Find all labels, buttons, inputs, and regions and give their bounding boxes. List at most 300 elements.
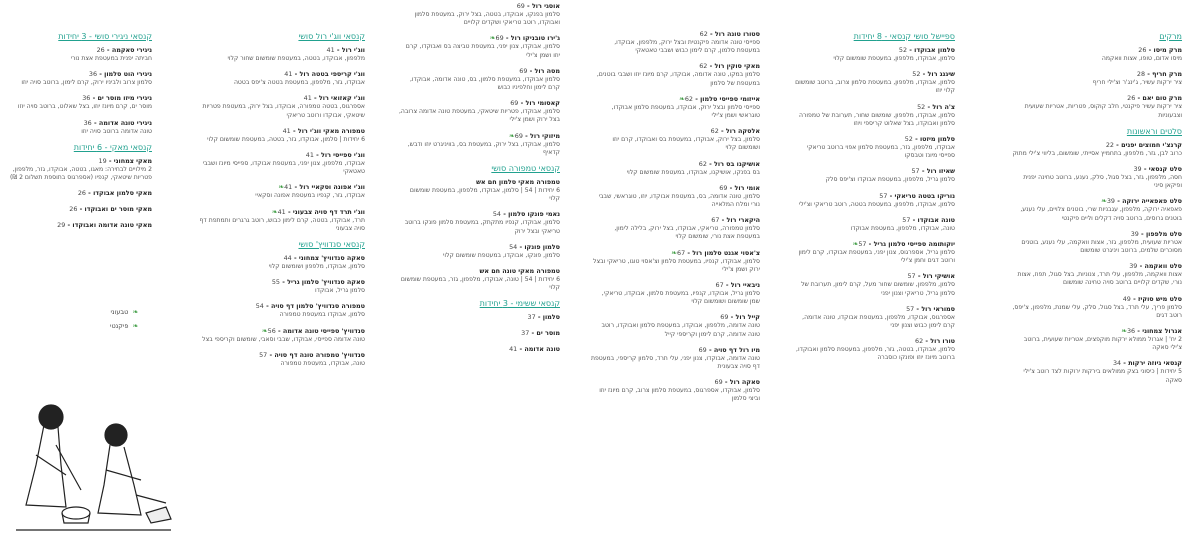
item-price: 41 <box>284 70 293 79</box>
menu-item <box>4 94 152 111</box>
leaf-icon: ❧ <box>508 131 515 140</box>
item-description: טונה, אבוקדו, מלפפון, במעטפת אבוקדו <box>850 224 955 232</box>
item-name-row: מרק טום יאם - 26 <box>1127 94 1182 103</box>
item-name: סלט פאפאייה ירוקה <box>1122 197 1182 206</box>
item-description: סלמון, אבוקדו, בטטה, גזר, מלפפון, במעטפת סלמון ואבוקדו, ברוטב מיונז יוזו ופונקו כוסברה <box>796 346 955 362</box>
menu-item <box>398 67 560 92</box>
item-name: סנדוויץ' טמפורה טונה דף סויה <box>274 350 365 359</box>
menu-item <box>590 95 760 120</box>
item-price: 57 <box>259 350 268 359</box>
item-name-row: אושיקי רול - 57 <box>907 272 955 281</box>
menu-item <box>1012 262 1182 287</box>
item-name-row: סלט מיש סוקיז - 49 <box>1122 294 1182 303</box>
item-price: 62 <box>698 159 707 168</box>
item-name-row: סנדוויץ' ספייסי טונה אדומה - 56❧ <box>261 326 365 335</box>
menu-item <box>790 337 955 362</box>
item-description: סלמון גריל, אבוקדו, קנפיו, במעטפת סלמון, אבוקדו, טריאקי, שמן שומשום ושומשום קלוי <box>601 290 760 306</box>
item-name: ניגירי טונה אדומה <box>98 118 152 127</box>
menu-item <box>1012 46 1182 63</box>
menu-item <box>398 178 560 203</box>
menu-item <box>590 281 760 306</box>
item-name-row: אומי רול - 69 <box>719 183 760 192</box>
item-name-row <box>398 267 560 276</box>
item-name-row: טמפורה סנדוויץ' סלמון דף סויה - 54 <box>255 302 365 311</box>
menu-item <box>398 210 560 235</box>
item-name: אייזומי ספייסי סלמון <box>700 94 760 103</box>
menu-item <box>398 99 560 124</box>
item-name-row: ניגירי סאקמה - 26 <box>96 46 152 54</box>
item-description: סלמון, טונה אדומה, בס, במעטפת אבוקדו, יוזו, טוגראשי, שבבי נורי ומלח המלאייה <box>598 192 760 209</box>
menu-item <box>790 167 955 184</box>
item-name: אוסגי רול <box>531 2 560 10</box>
item-name-row: ניגירי הוט סלמון - 36 <box>88 70 152 79</box>
leaf-icon: ❧ <box>132 308 139 316</box>
item-description: 6 יחידות | 54 | טונה, אבוקדו, מלפפון, גזר, במעטפת שומשום קלוי <box>400 276 560 292</box>
legend-vegan: טבעוני <box>110 308 129 316</box>
item-name: אושיקנו בס רול <box>714 159 760 168</box>
item-description: ציר ירקות עשיר, ג'ינג'ר וצ'ילי חריף <box>1092 79 1182 87</box>
item-price: 67 <box>715 281 724 290</box>
item-description: פאפאיה ירוקה, מלפפון, עגבניות שרי, בוטנים צלויים, עלי נענע, בוטנים גרוסים, ברוטב סויה דקלים וליים פיקנטי <box>1020 206 1182 222</box>
item-name: קנסאי גיוזה ירקות <box>1128 359 1182 368</box>
item-price: 62 <box>710 127 719 136</box>
item-description: סלמון, אבוקדו, מלפפון ושומשום קלוי <box>268 263 365 271</box>
menu-item <box>1012 141 1182 158</box>
leaf-icon: ❧ <box>489 34 496 43</box>
item-name-row: ווג'י קריספי בטטה רול - 41 <box>284 70 365 79</box>
item-name: נאמי פונקו סלמון <box>508 210 560 219</box>
item-price: 69 <box>698 345 707 354</box>
column-nigiri-maki <box>4 28 152 237</box>
item-name: מוסר ים <box>536 329 560 338</box>
item-name-row: סלמון - 37 <box>527 313 560 322</box>
item-name: סלמון מיזטו <box>919 135 955 144</box>
item-price: 22 <box>1105 140 1114 149</box>
item-name-row: נאמי פונקו סלמון - 54 <box>492 210 560 219</box>
item-price: 57 <box>902 215 911 224</box>
item-name-row: מאקי צמחוני - 19 <box>98 156 152 165</box>
item-price: 39 <box>1129 262 1138 271</box>
item-description: טונה אדומה, אבוקדו, צנון יפני, עלי תרד, סלמון קריספי, במעטפת דף סויה צבעונית <box>590 354 760 371</box>
item-price: 44 <box>283 254 292 263</box>
item-name: טמפורה סנדוויץ' סלמון דף סויה <box>270 302 365 311</box>
item-name: טונה אדומה <box>524 345 560 354</box>
column-soups-salads <box>1012 28 1182 392</box>
item-description: טונה אדומה ספייסי, אבוקדו, שבבי וסאבי, שומשום וקריספי בצל <box>202 335 365 343</box>
leaf-icon: ❧ <box>1100 197 1107 206</box>
item-name: מאקי מוסר ים ואבוקדו <box>84 205 152 214</box>
item-price: 41 <box>326 46 335 54</box>
item-name: נוריקו בטטה טריאקי <box>894 191 955 200</box>
item-description: 2 יח' | אגרול ממולא ירקות מוקפצים, אטריות שעועית, ברוטב צ'ילי סאקה <box>1023 336 1182 352</box>
item-name-row: קאסומי רול - 69 <box>510 99 560 108</box>
item-description: מלפפון, אבוקדו, בטטה, במעטפת שומשום שחור קלוי <box>227 55 365 62</box>
menu-item <box>590 313 760 338</box>
item-name: סנדוויץ' ספייסי טונה אדומה <box>282 326 365 335</box>
item-price: 54 <box>255 302 264 311</box>
item-name-row: טונה אדומה - 41 <box>509 345 560 354</box>
item-description: סלמון, אבוקדו, אספרגוס, במעטפת סלמון צרוב, קרם מיונז יוזו וביצי סלמון <box>599 387 760 403</box>
item-price: 41 <box>509 345 518 354</box>
item-name-row: סלט קנסאי - 39 <box>1133 165 1182 174</box>
item-price: 26 <box>1138 46 1147 54</box>
item-description: תרד, אבוקדו, בטטה, קרם לימון כבוש, רוטב גרגרים ותמתפת דף סויה צבעוני <box>199 216 365 232</box>
menu-item <box>4 119 152 136</box>
item-name: קאסומי רול <box>525 99 560 108</box>
item-name-row: ווג'י תרד דף סויה צבעוני - 41❧ <box>271 207 365 216</box>
item-description: סלמון במקו, טונה אדומה, אבוקדו, קרם מיונז יוזו ושבבי בוטנים, במעטפת של סלמון <box>596 71 760 87</box>
item-description: 2 מילויים לבחירה: מאגו, בטטה, אבוקדו, גזר, מלפפון, פטריות שיטאקי, קנפיו (אספרגוס בתוספת תשלום 2 ₪) <box>10 165 152 182</box>
leaf-icon: ❧ <box>852 240 859 249</box>
item-name: קייל רול <box>735 313 760 322</box>
menu-item <box>1012 230 1182 255</box>
menu-item <box>197 351 365 368</box>
item-description: טונה אדומה, מלפפון, אבוקדו, במעטפת סלמון ואבוקדו, רוטב טונה אדומה, קרם לימון וקריספי קייל <box>601 322 760 338</box>
leaf-icon: ❧ <box>261 326 268 335</box>
menu-section <box>4 32 152 136</box>
menu-section <box>790 32 955 363</box>
menu-item <box>4 189 152 198</box>
leaf-icon: ❧ <box>271 207 278 216</box>
menu-item <box>590 30 760 55</box>
menu-item <box>1012 70 1182 87</box>
menu-item <box>398 34 560 59</box>
item-price: 62 <box>699 30 708 38</box>
item-price: 57 <box>911 167 920 176</box>
item-name-row: סנדוויץ' טמפורה טונה דף סויה - 57 <box>259 350 365 359</box>
item-name: מרק טום יאם <box>1142 94 1182 103</box>
item-description: אבוקדו, מלפפון, גזר, במעטפת סלמון אפוי ברוטב טריאקי ספייסי מיונז וטבסקו <box>806 144 955 160</box>
item-description: סלמון, פונקו, אבוקדו, במעטפת שומשום קלוי <box>442 251 560 259</box>
item-name-row: סלט פאפאייה ירוקה - 39❧ <box>1100 197 1182 206</box>
item-name-row: אוסגי רול - 69 <box>516 2 560 10</box>
leaf-icon: ❧ <box>1121 327 1127 336</box>
item-price: 41 <box>277 207 286 216</box>
column-special-sushi <box>790 28 955 370</box>
item-name-row: מיזוקי רול - 69❧ <box>508 131 560 140</box>
menu-item <box>197 254 365 271</box>
item-description: סלמון גריל, מלפפון, במעטפת אבוקדו וצ'יפס סלק <box>825 176 955 184</box>
item-description: 6 יחידות | סלמון, אבוקדו, גזר, בטטה, במעטפת שומשום קלוי <box>207 135 365 143</box>
item-description: מיסו אדום, טופו, אצות וואקמה <box>1101 55 1182 62</box>
menu-section <box>1012 32 1182 120</box>
item-name: סאקה סנדוויץ' צמחוני <box>298 254 365 263</box>
item-description: סלמון צרוב ולביניו ירוק, קרם לימון, ברוטב סויה יוזו <box>21 79 152 87</box>
item-price: 26 <box>96 46 105 54</box>
item-description: ציר ירקות עשיר פיקנטי, חלב קוקוס, פטריות, אטריות שעועית וצבעוניות <box>1024 103 1182 119</box>
item-description: סלמון, אבוקדו, צנון יפני, במעטפת טביצה בס ואבוקדו, קרם יוזו ושמן צ'ילי <box>405 43 560 59</box>
menu-item <box>1012 295 1182 320</box>
item-name-row: מאקי טונה אדומה ואבוקדו - 29 <box>57 221 152 230</box>
column-rolls-a <box>590 30 760 411</box>
item-price: 26 <box>77 189 86 198</box>
item-name: מרק חריף <box>1152 70 1182 79</box>
menu-item <box>4 157 152 182</box>
item-name-row <box>398 178 560 187</box>
item-name: טמפורה מאקי סלמון חם אש <box>476 178 560 187</box>
menu-item <box>398 267 560 292</box>
item-name-row: מאקי מוסר ים ואבוקדו - 26 <box>69 205 152 214</box>
item-name: אושיקי רול <box>922 272 955 281</box>
section-title: ספיישל סושי קנסאי - 8 יחידות <box>853 32 955 41</box>
item-name-row: מאקי סלמון אבוקדו - 26 <box>77 189 152 198</box>
menu-item <box>398 345 560 354</box>
item-price: 57 <box>858 240 867 249</box>
menu-item <box>1012 94 1182 119</box>
item-description: סלמון אבוקדו, במעטפת סלמון, בס, טונה אדומה, אבוקדו, קרם לימון וחלפיניו כבוש <box>409 75 560 92</box>
item-name-row: ווג'י רול - 41 <box>326 46 365 54</box>
item-name-row: סלמון פונקו - 54 <box>509 242 560 251</box>
section-title: קנסאי סנדוויץ' סושי <box>298 240 365 250</box>
item-name-row: שאיזו רול - 57 <box>911 167 955 176</box>
menu-item <box>590 346 760 371</box>
menu-item <box>790 135 955 160</box>
menu-item <box>4 221 152 230</box>
item-description: סלמון, אבוקדו, קנפיו, במעטפת סלמון וצ'אסוי טוגו, טריאקי ובצל ירוק ושמן צ'ילי <box>593 257 760 273</box>
menu-item <box>398 313 560 322</box>
item-price: 49 <box>1122 294 1131 303</box>
menu-item <box>590 62 760 87</box>
item-description: סלמון בפנקו, אבוקדו, בטטה, בצל ירוק, במעטפת סלמון ואבוקדו, רוטב טריאקי ושקדים קלויים <box>414 11 560 27</box>
item-price: 39 <box>1130 229 1139 238</box>
item-price: 28 <box>1136 70 1146 79</box>
menu-section <box>197 32 365 233</box>
menu-item <box>590 127 760 152</box>
item-price: 69 <box>495 34 504 43</box>
item-name: מאקי צמחוני <box>113 156 152 165</box>
item-price: 67 <box>711 216 720 225</box>
item-name: סאקה סנדוויץ' סלמון גריל <box>287 278 365 287</box>
menu-item <box>197 46 365 63</box>
item-description: מוסר ים, קרם מיונז יוזו, בצל שאלוט, ברוטב סויה יוזו <box>17 103 152 111</box>
item-name: ווג'י תרד דף סויה צבעוני <box>292 207 365 216</box>
item-price: 52 <box>898 46 908 54</box>
item-price: 52 <box>917 102 926 111</box>
item-name-row: מרק חריף - 28 <box>1136 70 1182 79</box>
item-name: צ'אסוי אגנט סלמון רול <box>692 248 760 257</box>
menu-item <box>790 305 955 330</box>
item-name-row: טורו רול - 62 <box>915 337 955 346</box>
menu-item <box>1012 197 1182 222</box>
menu-item <box>398 329 560 338</box>
item-name-row: ניגירי טונה אדומה - 36 <box>83 118 152 127</box>
leaf-icon: ❧ <box>132 322 139 330</box>
item-name-row: סאקה סנדוויץ' סלמון גריל - 55 <box>271 278 365 287</box>
item-price: 34 <box>1112 359 1122 368</box>
item-description: טונה, אבוקדו, במעטפת טמפורה <box>280 359 365 367</box>
item-description: סלמון, אבוקדו, בצל ירוק, במעטפת בס, בוויניגרט יוזו ודבש, קדאיף <box>407 140 560 156</box>
item-name: ווג'י רול <box>341 46 365 54</box>
item-name-row: סלט וואקמה - 39 <box>1129 262 1182 271</box>
item-description: סלמון, בצל ירוק, אבוקדו, במעטפת בס ואבוקדו, קרם יוזו ושומשום קלוי <box>612 136 760 152</box>
item-name-row: סלמון אבוקדו - 52 <box>898 46 955 54</box>
item-name-row: ווג'י אפונה וסקאיי רול - 41❧ <box>278 183 365 192</box>
item-name: סלט מיש סוקיז <box>1137 294 1182 303</box>
menu-item <box>790 192 955 209</box>
item-price: 69 <box>514 131 523 140</box>
item-price: 36 <box>82 94 91 103</box>
item-name: סאקה רול <box>729 378 760 387</box>
menu-item <box>398 243 560 260</box>
item-name: מאקי סלמון אבוקדו <box>93 189 152 198</box>
item-description: חסה, מלפפון, גזר, בצל סגול, סלק, נענע, ברוטב טחינה יפנית ופיקאן סיני <box>1023 174 1182 190</box>
column-veggie-sandwich <box>197 28 365 375</box>
item-name: מיזוקי רול <box>530 131 560 140</box>
item-description: אספרגוס, אבוקדו, מלפפון, במעטפת אבוקדו, טונה אדומה, קרם לימון כבוש וצנון יפני <box>802 313 955 330</box>
item-name-row: ג'ירו טובניקו רול - 69❧ <box>489 34 560 43</box>
item-name-row: מיו רול דף סויה - 69 <box>698 345 760 354</box>
item-price: 41 <box>305 151 314 160</box>
item-name: אגרול צמחוני <box>1142 327 1182 336</box>
item-name: סלמון פונקו <box>524 242 560 251</box>
item-name: אומי רול <box>734 183 760 192</box>
item-price: 62 <box>915 337 924 346</box>
item-name-row: צ'ה רול - 52 <box>917 102 955 111</box>
legend <box>110 308 138 330</box>
item-price: 57 <box>907 272 916 281</box>
item-price: 69 <box>720 313 729 322</box>
item-name: ג'ירו טובניקו רול <box>510 34 560 43</box>
item-name: סלמון אבוקדו <box>914 46 955 54</box>
menu-item <box>398 132 560 157</box>
item-price: 62 <box>684 94 693 103</box>
item-name: היקארי רול <box>726 216 760 225</box>
item-name-row: קנסאי גיוזה ירקות - 34 <box>1112 359 1182 368</box>
menu-item <box>197 94 365 119</box>
item-description: אבוקדו, גזר, קנפיו במעטפת אפונה וסקאיי <box>255 192 365 200</box>
menu-item <box>197 70 365 87</box>
leaf-icon: ❧ <box>671 248 677 257</box>
item-price: 57 <box>879 191 888 200</box>
item-name: סטורו טונה רול <box>714 30 760 38</box>
item-price: 36 <box>88 70 98 79</box>
item-name-row: מסה רול - 69 <box>519 66 560 75</box>
item-name-row: אייזומי ספייסי סלמון - 62❧ <box>678 94 760 103</box>
item-name: מיו רול דף סויה <box>713 345 760 354</box>
item-description: סלמון, אבוקדו, מלפפון, במעטפת בטטה, רוטב טריאקי וצ'ילי <box>798 200 955 208</box>
menu-item <box>197 183 365 200</box>
item-name: ווג'י ספייסי רול <box>321 151 365 160</box>
item-price: 39 <box>1106 197 1115 206</box>
menu-item <box>398 2 560 27</box>
item-price: 67 <box>677 248 686 257</box>
menu-section <box>398 2 560 157</box>
item-name: ניגירי הוט סלמון <box>104 70 152 79</box>
item-description: ספייסי טונה אדומה פיקנטית ובצל ירוק, מלפפון, אבוקדו, במעטפת סלמון, קרם לימון כבוש ושבבי טאטאקי <box>614 39 760 55</box>
item-name-row: סטורו טונה רול - 62 <box>699 30 760 38</box>
menu-item <box>590 249 760 274</box>
item-name-row: מאקי סוקין רול - 62 <box>699 62 760 71</box>
item-price: 69 <box>516 2 525 10</box>
menu-item <box>1012 359 1182 384</box>
item-description: סלמון, מלפפון, שומשום שחור מעל, קרם לימון, תערובת של סלמון גריל, טריאקי וצנון יפני <box>801 281 955 297</box>
menu-item <box>197 151 365 176</box>
menu-item <box>197 127 365 144</box>
item-price: 29 <box>57 221 66 230</box>
item-description: סלמון, אבוקדו, מלפפון, במעטפת שומשום קלוי <box>833 55 955 62</box>
item-price: 52 <box>912 70 921 79</box>
item-name-row: סלט מלפפון - 39 <box>1130 229 1182 238</box>
item-name-row: ווג'י ספייסי רול - 41 <box>305 151 365 160</box>
item-name-row: סאקה סנדוויץ' צמחוני - 44 <box>283 254 365 263</box>
menu-item <box>790 103 955 128</box>
item-description: טונה אדומה ברוטב סויה יוזו <box>81 127 152 135</box>
section-title: קנסאי מאקי - 6 יחידות <box>73 142 152 152</box>
item-name-row: יוקותומה ספייסי סלמון גריל - 57❧ <box>852 240 955 249</box>
section-title: קנסאי ווג'י רול סושי <box>298 32 365 41</box>
item-price: 69 <box>519 66 528 75</box>
item-description: סלמון גריל, אספרגוס, צנון יפני, במעטפת אבוקדו, קרם לימון ורוטב דגים וחמן צ'ילי <box>798 249 955 265</box>
item-name-row: קייל רול - 69 <box>720 313 760 322</box>
item-name-row: אלסקה רול - 62 <box>710 127 760 136</box>
item-name: ווג'י קאזואי רול <box>318 94 365 103</box>
menu-item <box>790 216 955 233</box>
item-name: מסה רול <box>534 66 560 75</box>
item-name: שיגנג רול <box>927 70 955 79</box>
menu-item <box>590 160 760 177</box>
item-name-row: ניבאיי רול - 67 <box>715 281 760 290</box>
menu-item <box>1012 327 1182 352</box>
item-name-row: טמפורה מאקי ווג'י רול - 41 <box>282 126 365 135</box>
menu-section <box>197 240 365 368</box>
menu-item <box>197 302 365 319</box>
item-name: ניגירי מיזו מוסר ים <box>97 94 152 103</box>
column-rolls-b <box>398 2 560 361</box>
menu-item <box>790 240 955 265</box>
menu-item <box>790 272 955 297</box>
item-price: 37 <box>521 329 530 338</box>
item-name: מאקי סוקין רול <box>714 62 760 71</box>
menu-item <box>790 70 955 95</box>
item-name: טונה אבוקדו <box>917 215 955 224</box>
menu-item <box>4 70 152 87</box>
item-name: מאקי טונה אדומה ואבוקדו <box>72 221 152 230</box>
menu-item <box>197 327 365 344</box>
item-name-row: אושיקנו בס רול - 62 <box>698 159 760 168</box>
item-description: אטריות שעועית, מלפפון, גזר, אצות וואקמה, עלי נענע, בוטנים מסוכרים שלמים, ברוטב ויניגרט שומשום <box>1021 238 1182 255</box>
item-price: 39 <box>1133 165 1142 174</box>
item-price: 57 <box>906 304 915 313</box>
item-name: ניבאיי רול <box>730 281 760 290</box>
item-price: 69 <box>510 99 519 108</box>
item-description: חביתה יפנית במעטפת אצת נורי <box>70 55 152 62</box>
item-name-row: סמוראי רול - 57 <box>906 304 955 313</box>
item-name-row: אגרול צמחוני - 36❧ <box>1121 327 1182 336</box>
item-description: סלמון גריל, אבוקדו <box>314 287 365 295</box>
item-name: סלמון <box>542 313 560 322</box>
item-name-row: קרנצ'י חמוצים יפנים - 22 <box>1105 140 1182 149</box>
item-description: סלמון, אבוקדו, מלפפון, במעטפת סלמון צרוב, ברוטב שומשום קלוי יוזו <box>795 79 955 95</box>
section-title: קנסאי ששימי - 3 יחידות <box>479 299 560 309</box>
item-price: 37 <box>527 313 536 322</box>
item-name: טורו רול <box>930 337 955 346</box>
item-price: 54 <box>492 210 501 219</box>
menu-item <box>197 208 365 233</box>
item-name: שאיזו רול <box>926 167 955 176</box>
menu-item <box>4 205 152 214</box>
item-price: 36 <box>1126 327 1136 336</box>
leaf-icon: ❧ <box>278 183 285 192</box>
menu-section <box>4 143 152 230</box>
item-description: 6 יחידות | 54 | סלמון, אבוקדו, מלפפון, במעטפת שומשום קלוי <box>409 187 560 203</box>
item-name: אלסקה רול <box>725 127 760 136</box>
menu-item <box>790 46 955 63</box>
item-description: בס בפנקו, אושיקנו, אבוקדו, במעטפת שומשום קלוי <box>626 168 760 176</box>
leaf-icon: ❧ <box>678 94 685 103</box>
item-price: 41 <box>284 183 293 192</box>
item-name: יוקותומה ספייסי סלמון גריל <box>873 240 955 249</box>
item-description: 5 יחידות | כיסוני בצק ממולאים בירקות ירוקות לצד רוטב צ'ילי סאקה <box>1023 368 1182 384</box>
